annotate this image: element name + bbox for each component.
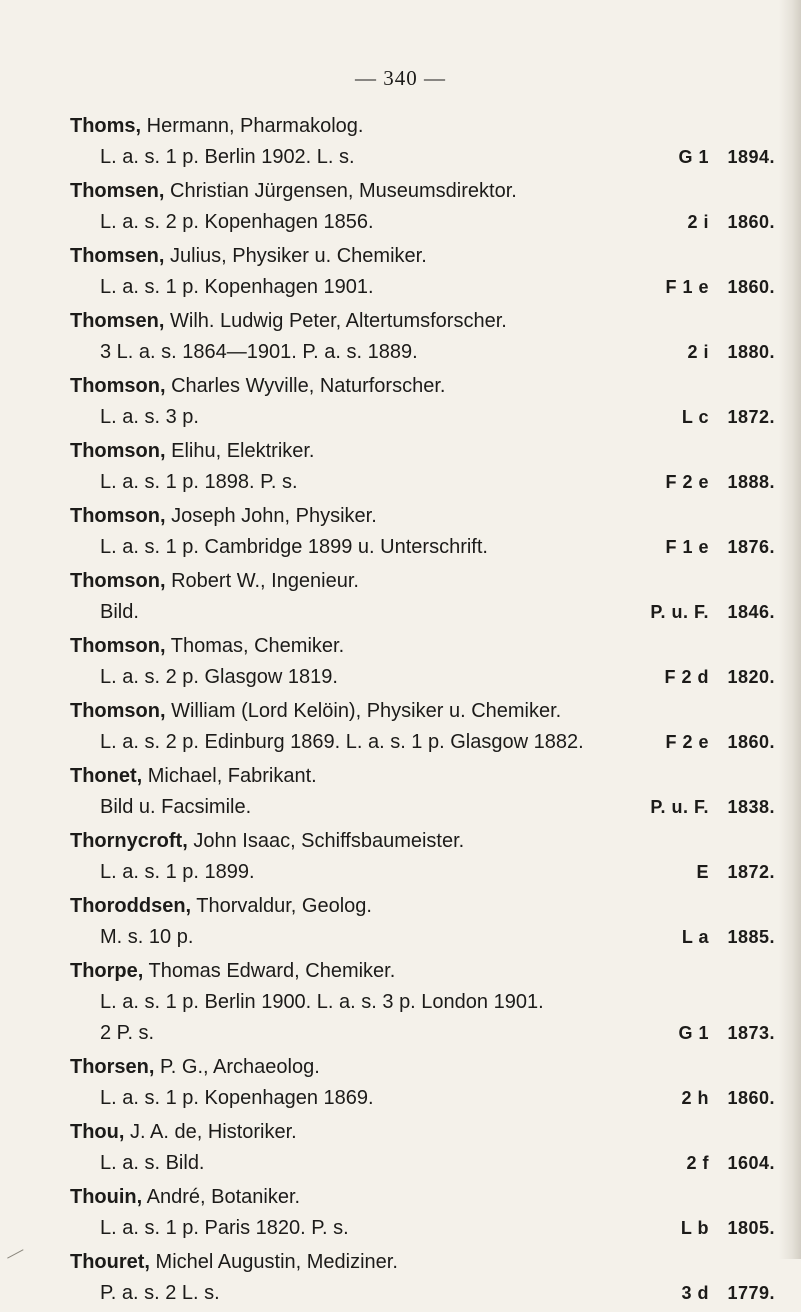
entry-year: 1872.: [727, 407, 775, 427]
entry-detail-text: Bild u. Facsimile.: [100, 796, 252, 818]
catalog-entry: [70, 566, 775, 628]
entry-year: 1880.: [727, 342, 775, 362]
entry-year: 1604.: [727, 1153, 775, 1173]
entry-class-mark: F 1 e: [665, 537, 709, 557]
entry-description: John Isaac, Schiffsbaumeister.: [187, 830, 465, 852]
entry-year: 1888.: [727, 472, 775, 492]
entry-detail-text: Bild.: [100, 601, 139, 623]
entry-reference: [621, 207, 775, 238]
entry-detail-line: [70, 337, 775, 368]
entry-class-mark: L a: [681, 927, 709, 947]
entry-reference: [621, 1148, 775, 1179]
entry-heading: [70, 1052, 775, 1083]
entry-reference: [621, 922, 775, 953]
entry-year: 1805.: [727, 1218, 775, 1238]
entry-detail-text: L. a. s. 1 p. 1899.: [100, 861, 255, 883]
entry-reference: [621, 467, 775, 498]
entry-reference: [621, 857, 775, 888]
entry-year: 1779.: [727, 1283, 775, 1303]
entry-year: 1860.: [727, 1088, 775, 1108]
entry-detail-line: [70, 662, 775, 693]
entry-detail-text: M. s. 10 p.: [100, 926, 194, 948]
entry-detail-line: [70, 1148, 775, 1179]
entry-class-mark: 3 d: [681, 1283, 709, 1303]
entry-detail-text: P. a. s. 2 L. s.: [100, 1282, 220, 1304]
entry-class-mark: G 1: [678, 147, 709, 167]
entry-heading: [70, 631, 775, 662]
catalog-entry: [70, 1117, 775, 1179]
entry-year: 1860.: [727, 732, 775, 752]
entry-description: Thorvaldur, Geolog.: [191, 895, 372, 917]
entry-class-mark: 2 i: [687, 212, 709, 232]
entry-surname: Thorpe,: [70, 960, 144, 982]
entry-reference: [621, 1213, 775, 1244]
entry-class-mark: L c: [681, 407, 709, 427]
entry-description: Joseph John, Physiker.: [165, 505, 377, 527]
entry-year: 1876.: [727, 537, 775, 557]
entry-surname: Thomsen,: [70, 180, 165, 202]
entry-reference: [621, 272, 775, 303]
entry-year: 1885.: [727, 927, 775, 947]
catalog-entry: [70, 501, 775, 563]
entry-detail-text: L. a. s. 1 p. Kopenhagen 1869.: [100, 1087, 374, 1109]
entry-description: Thomas, Chemiker.: [165, 635, 345, 657]
entry-heading: [70, 306, 775, 337]
entry-heading: [70, 956, 775, 987]
entry-heading: [70, 111, 775, 142]
entry-heading: [70, 436, 775, 467]
entry-surname: Thomson,: [70, 635, 166, 657]
entry-class-mark: F 2 d: [664, 667, 709, 687]
catalog-entry: [70, 696, 775, 758]
entry-detail-line: [70, 1213, 775, 1244]
entry-detail-text: L. a. s. 1 p. Berlin 1900. L. a. s. 3 p. London 1901.: [100, 991, 544, 1013]
entry-description: Thomas Edward, Chemiker.: [143, 960, 396, 982]
entry-detail-line: [70, 142, 775, 173]
entry-surname: Thomsen,: [70, 245, 165, 267]
entry-reference: [621, 142, 775, 173]
entry-heading: [70, 761, 775, 792]
entry-detail-line: [70, 402, 775, 433]
entry-surname: Thomson,: [70, 375, 166, 397]
entry-year: 1846.: [727, 602, 775, 622]
entry-detail-line: [70, 1278, 775, 1309]
entry-surname: Thomsen,: [70, 310, 165, 332]
entry-surname: Thoroddsen,: [70, 895, 192, 917]
entry-year: 1820.: [727, 667, 775, 687]
entry-class-mark: G 1: [678, 1023, 709, 1043]
entry-detail-line: [70, 792, 775, 823]
entry-description: Michel Augustin, Mediziner.: [150, 1251, 398, 1273]
entry-class-mark: 2 f: [686, 1153, 709, 1173]
entry-detail-text: L. a. s. 1 p. Cambridge 1899 u. Unterschrift.: [100, 536, 488, 558]
entry-detail-line: [70, 727, 775, 758]
entry-class-mark: L b: [680, 1218, 709, 1238]
catalog-entry: [70, 956, 775, 1049]
catalog-entry: [70, 436, 775, 498]
entry-heading: [70, 696, 775, 727]
catalog-entry: [70, 891, 775, 953]
entry-heading: [70, 891, 775, 922]
entry-surname: Thomson,: [70, 505, 166, 527]
entry-reference: [621, 402, 775, 433]
entry-year: 1860.: [727, 212, 775, 232]
entry-description: Julius, Physiker u. Chemiker.: [164, 245, 427, 267]
catalog-entry: [70, 371, 775, 433]
entry-surname: Thonet,: [70, 765, 143, 787]
entry-class-mark: 2 i: [687, 342, 709, 362]
pencil-mark-icon: [2, 1240, 23, 1258]
entry-detail-text: L. a. s. Bild.: [100, 1152, 205, 1174]
entry-description: Charles Wyville, Naturforscher.: [165, 375, 446, 397]
entry-reference: [621, 662, 775, 693]
entry-detail-text: L. a. s. 1 p. Paris 1820. P. s.: [100, 1217, 349, 1239]
entry-class-mark: P. u. F.: [650, 602, 709, 622]
entry-surname: Thomson,: [70, 440, 166, 462]
entry-detail-text: L. a. s. 2 p. Glasgow 1819.: [100, 666, 338, 688]
entry-heading: [70, 176, 775, 207]
entry-detail-line: [70, 857, 775, 888]
entry-description: Christian Jürgensen, Museumsdirektor.: [164, 180, 517, 202]
entry-description: J. A. de, Historiker.: [124, 1121, 297, 1143]
entry-year: 1873.: [727, 1023, 775, 1043]
entry-reference: [621, 532, 775, 563]
entry-detail-text: L. a. s. 3 p.: [100, 406, 199, 428]
entry-heading: [70, 826, 775, 857]
entry-reference: [621, 792, 775, 823]
entry-description: Wilh. Ludwig Peter, Altertumsforscher.: [164, 310, 507, 332]
page-edge-shadow: [779, 0, 801, 1259]
catalog-entry: [70, 1182, 775, 1244]
entry-surname: Thorsen,: [70, 1056, 155, 1078]
catalog-entry: [70, 826, 775, 888]
entry-detail-line: [70, 532, 775, 563]
entry-reference: [621, 597, 775, 628]
entry-year: 1872.: [727, 862, 775, 882]
entry-description: André, Botaniker.: [142, 1186, 301, 1208]
entry-heading: [70, 1117, 775, 1148]
entry-detail-line: [70, 922, 775, 953]
entry-detail-text: 2 P. s.: [100, 1022, 155, 1044]
catalog-entry: [70, 631, 775, 693]
entry-detail-line: [70, 1018, 775, 1049]
entry-description: Michael, Fabrikant.: [142, 765, 317, 787]
page-number: — 340 —: [355, 66, 446, 90]
entry-class-mark: F 2 e: [665, 472, 709, 492]
entry-detail-text: L. a. s. 1 p. 1898. P. s.: [100, 471, 298, 493]
entry-surname: Thoms,: [70, 115, 142, 137]
catalog-entry: [70, 111, 775, 173]
entry-heading: [70, 1182, 775, 1213]
entry-detail-text: L. a. s. 2 p. Kopenhagen 1856.: [100, 211, 374, 233]
entry-class-mark: F 2 e: [665, 732, 709, 752]
catalog-entry: [70, 176, 775, 238]
entry-reference: [621, 1083, 775, 1114]
entry-heading: [70, 501, 775, 532]
entry-reference: [621, 1018, 775, 1049]
entry-surname: Thomson,: [70, 570, 166, 592]
entry-reference: [621, 1278, 775, 1309]
entry-reference: [621, 987, 775, 1018]
entry-detail-line: [70, 467, 775, 498]
catalog-entry: [70, 1247, 775, 1309]
entry-class-mark: 2 h: [681, 1088, 709, 1108]
entry-heading: [70, 1247, 775, 1278]
entry-class-mark: P. u. F.: [650, 797, 709, 817]
entry-heading: [70, 241, 775, 272]
entry-detail-line: [70, 1083, 775, 1114]
entry-detail-text: L. a. s. 2 p. Edinburg 1869. L. a. s. 1 p. Glasgow 1882.: [100, 731, 584, 753]
entry-description: Hermann, Pharmakolog.: [141, 115, 364, 137]
entry-class-mark: E: [696, 862, 709, 882]
entry-reference: [621, 337, 775, 368]
entry-detail-line: [70, 987, 775, 1018]
catalog-entry: [70, 306, 775, 368]
entry-heading: [70, 566, 775, 597]
entry-year: 1860.: [727, 277, 775, 297]
entry-year: 1838.: [727, 797, 775, 817]
entry-detail-line: [70, 272, 775, 303]
entry-description: Robert W., Ingenieur.: [165, 570, 359, 592]
entry-description: P. G., Archaeolog.: [154, 1056, 320, 1078]
entry-detail-text: 3 L. a. s. 1864—1901. P. a. s. 1889.: [100, 341, 418, 363]
entry-surname: Thouin,: [70, 1186, 143, 1208]
entry-surname: Thou,: [70, 1121, 125, 1143]
entry-detail-line: [70, 597, 775, 628]
catalog-entry: [70, 761, 775, 823]
catalog-entry: [70, 241, 775, 303]
entry-description: Elihu, Elektriker.: [165, 440, 315, 462]
catalog-entry: [70, 1052, 775, 1114]
entry-surname: Thouret,: [70, 1251, 150, 1273]
entry-description: William (Lord Kelöin), Physiker u. Chemiker.: [165, 700, 562, 722]
entry-class-mark: F 1 e: [665, 277, 709, 297]
entry-detail-line: [70, 207, 775, 238]
entry-reference: [621, 727, 775, 758]
entry-heading: [70, 371, 775, 402]
entry-surname: Thomson,: [70, 700, 166, 722]
entry-year: 1894.: [727, 147, 775, 167]
entry-detail-text: L. a. s. 1 p. Kopenhagen 1901.: [100, 276, 374, 298]
entry-surname: Thornycroft,: [70, 830, 188, 852]
entry-detail-text: L. a. s. 1 p. Berlin 1902. L. s.: [100, 146, 355, 168]
entry-list: [70, 111, 775, 1312]
